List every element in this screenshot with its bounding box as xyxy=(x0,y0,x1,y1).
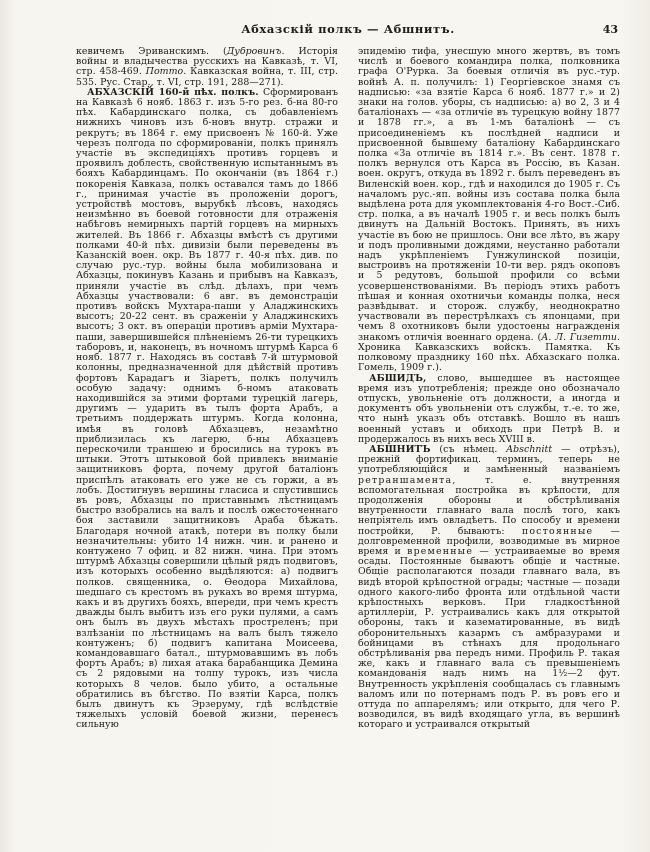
paragraph-continuation xyxy=(358,47,620,374)
text-run: слово, вышедшее въ настоящее время изъ употребленія; прежде оно обозначало отпускъ, увольненіе отъ должности, а иногда и документъ объ увольненіи отъ службы, т.-е. то же, что нынѣ указъ объ отставкѣ. Вошло въ нашъ военный уставъ и обиходъ при Петрѣ В. и продержалось въ нихъ весь XVIII в. xyxy=(358,372,620,445)
text-run: . Хроника Кавказскихъ войскъ. Памятка. Къ полковому празднику 160 пѣх. Абхазскаго полка. Гомель, 1909 г.). xyxy=(358,331,620,374)
paragraph-continuation xyxy=(76,47,338,88)
text-run: — устраиваемые во время осады. Постоянные бываютъ общіе и частные. Общіе располагаются позади главнаго вала, въ видѣ второй крѣпостной ограды; частные — позади одного какого-либо фронта или отдѣльной части крѣпостныхъ верковъ. При гладкостѣнной артиллеріи, Р. устраивались какъ для открытой обороны, такъ и казематированные, въ видѣ оборонительныхъ казармъ съ амбразурами и бойницами въ стѣнахъ для продольнаго обстрѣливанія рва передъ ними. Профиль Р. такая же, какъ и главнаго вала съ превышеніемъ командованія надъ нимъ на 1½—2 фут. Внутренность укрѣпленія сообщалась съ главнымъ валомъ или по потернамъ подъ Р. въ ровъ его и оттуда по аппарелямъ; или открыто, для чего Р. возводился, въ видѣ входящаго угла, въ вершинѣ котораго и устраивался открытый xyxy=(358,545,620,731)
text-run: Сформированъ на Кавказѣ 6 нояб. 1863 г. изъ 5-го рез. б-на 80-го пѣх. Кабардинскаго полка, съ добавленіемъ нижнихъ чиновъ изъ б-новъ внутр. стражи и рекрутъ; въ 1864 г. ему присвоенъ № 160-й. Уже черезъ полгода по сформированіи, полкъ принялъ участіе въ экспедиціяхъ противъ горцевъ и проявилъ доблесть, свойственную испытаннымъ въ бояхъ Кабардинцамъ. По окончаніи (въ 1864 г.) покоренія Кавказа, полкъ оставался тамъ до 1866 г., принимая участіе въ проложеніи дорогъ, устройствѣ мостовъ, вырубкѣ лѣсовъ, находясь неизмѣнно въ боевой готовности для отраженія набѣговъ немирныхъ партій горцевъ на мирныхъ жителей. Въ 1866 г. Абхазцы вмѣстѣ съ другими полками 40-й пѣх. дивизіи были переведены въ Казанскій воен. окр. Въ 1877 г. 40-я пѣх. див. по случаю рус.-тур. войны была мобилизована и Абхазцы, покинувъ Казань и прибывъ на Кавказъ, приняли участіе въ слѣд. дѣлахъ, при чемъ Абхазцы участвовали: 6 авг. въ демонстраціи противъ войскъ Мухтара-паши у Аладжинскихъ высотъ; 20-22 сент. въ сраженіи у Аладжинскихъ высотъ; 3 окт. въ операціи противъ арміи Мухтара-паши, завершившейся плѣненіемъ 26-ти турецкихъ таборовъ, и, наконецъ, въ ночномъ штурмѣ Карса 6 нояб. 1877 г. Находясь въ составѣ 7-й штурмовой колонны, предназначенной для дѣйствій противъ фортовъ Карадагъ и Зіаретъ, полкъ получилъ особую задачу: однимъ б-номъ атаковать находившійся за этими фортами турецкій лагерь, другимъ — ударить въ тылъ форта Арабъ, а третьимъ поддержать штурмъ. Когда колонна, имѣя въ головѣ Абхазцевъ, незамѣтно приблизилась къ лагерю, б-ны Абхазцевъ перескочили траншею и бросились на турокъ въ штыки. Этотъ штыковой бой привлекъ вниманіе защитниковъ форта, почему другой баталіонъ приспѣлъ атаковать его уже не съ горжи, а въ лобъ. Достигнувъ вершины гласиса и спустившись въ ровъ, Абхазцы по приставнымъ лѣстницамъ быстро взобрались на валъ и послѣ ожесточеннаго боя заставили защитниковъ Араба бѣжать. Благодаря ночной атакѣ, потери въ полку были незначительны: убито 14 нижн. чин. и ранено и контужено 7 офиц. и 82 нижн. чина. При этомъ штурмѣ Абхазцы совершили цѣлый рядъ подвиговъ, изъ которыхъ особенно выдѣляются: а) подвигъ полков. священника, о. Ѳеодора Михайлова, шедшаго съ крестомъ въ рукахъ во время штурма, какъ и въ другихъ бояхъ, впереди, при чемъ крестъ дважды былъ выбитъ изъ его руки пулями, а самъ онъ былъ въ двухъ мѣстахъ простреленъ; при взлѣзаніи по лѣстницамъ на валъ былъ тяжело контуженъ; б) подвигъ капитана Моисеева, командовавшаго батал., штурмовавшимъ въ лобъ фортъ Арабъ; в) лихая атака барабанщика Демина съ 2 рядовыми на толпу турокъ, изъ числа которыхъ 8 челов. было убито, а остальные обратились въ бѣгство. По взятіи Карса, полкъ былъ двинутъ къ Эрзеруму, гдѣ вслѣдствіе тяжелыхъ условій боевой жизни, перенесъ сильную xyxy=(76,86,338,731)
text-columns xyxy=(76,47,620,847)
text-run: АБШНИТЪ xyxy=(369,443,431,455)
text-run: Дубровинъ xyxy=(226,47,282,57)
text-run: ретраншамента xyxy=(358,474,453,486)
text-run: временные xyxy=(407,545,474,557)
text-run: . Исторія войны и владычества русскихъ на Кавказѣ, т. VI, стр. 458-469. xyxy=(76,47,338,78)
text-run: АБХАЗСКІЙ 160-й пѣх. полкъ. xyxy=(87,86,259,98)
text-run: — долговременной профили, возводимые въ мирное время и xyxy=(358,525,620,557)
right-column xyxy=(358,47,620,847)
text-run: АБШИДЪ, xyxy=(369,372,427,384)
text-run: Abschnitt xyxy=(506,443,553,455)
entry-abshid xyxy=(358,374,620,445)
text-run: кевичемъ Эриванскимъ. ( xyxy=(76,47,227,57)
text-run: Потто xyxy=(145,66,184,78)
text-run: (съ нѣмец. xyxy=(430,443,507,455)
text-run: . Кавказская война, т. III, стр. 535. Рус. Стар., т. VI, стр. 191, 288—271). xyxy=(76,66,338,88)
entry-abshnit xyxy=(358,445,620,731)
page-header xyxy=(76,22,620,38)
text-run: , т. е. внутренняя вспомогательная постройка въ крѣпости, для продолженія обороны и обстрѣливанія внутренности главнаго вала послѣ того, какъ непріятель имъ овладѣетъ. По способу и времени постройки, Р. бываютъ: xyxy=(358,474,620,537)
left-column xyxy=(76,47,338,847)
text-run: эпидемію тифа, унесшую много жертвъ, въ томъ числѣ и боевого командира полка, полковника графа О'Рурка. За боевыя отличія въ рус.-тур. войнѣ А. п. получилъ: 1) Георгіевское знамя съ надписью: «за взятіе Карса 6 нояб. 1877 г.» и 2) знаки на голов. уборы, съ надписью: а) во 2, 3 и 4 баталіонахъ — «за отличіе въ турецкую войну 1877 и 1878 гг.», а въ 1-мъ баталіонѣ — съ присоединеніемъ къ послѣдней надписи и присвоенной бывшему баталіону Кабардинскаго полка «За отличіе въ 1814 г.». Въ сент. 1878 г. полкъ вернулся отъ Карса въ Россію, въ Казан. воен. округъ, откуда въ 1892 г. былъ переведенъ въ Виленскій воен. кор., гдѣ и находился до 1905 г. Съ началомъ рус.-яп. войны изъ состава полка была выдѣлена рота для укомплектованія 4-го Вост.-Сиб. стр. полка, а въ началѣ 1905 г. и весь полкъ былъ двинутъ на Дальній Востокъ. Принять, въ нихъ участіе въ бою не пришлось. Они все лѣто, въ жару и подъ проливными дождями, неустанно работали надъ укрѣпленіемъ Гунжулинской позиціи, выстроивъ на протяженіи 10-ти вер. рядъ окоповъ и 5 редутовъ, большой профили со всѣми усовершенствованіями. Въ періодъ этихъ работъ пѣшая и конная охотничьи команды полка, неся развѣдыват. и сторож. службу, неоднократно участвовали въ перестрѣлкахъ съ японцами, при чемъ 8 охотниковъ были удостоены награжденія знакомъ отличія военнаго ордена. ( xyxy=(358,47,620,343)
running-head: Абхазскій полкъ — Абшнитъ. xyxy=(241,22,455,36)
text-run: А. Л. Гизетти xyxy=(541,331,617,343)
text-run: постоянные xyxy=(521,525,594,537)
page-number: 43 xyxy=(602,23,618,36)
text-run: — отрѣзъ), прежній фортификац. терминъ, теперь не употребляющійся и замѣненный названіемъ xyxy=(358,443,620,476)
entry-abkhazsky-polk xyxy=(76,88,338,731)
